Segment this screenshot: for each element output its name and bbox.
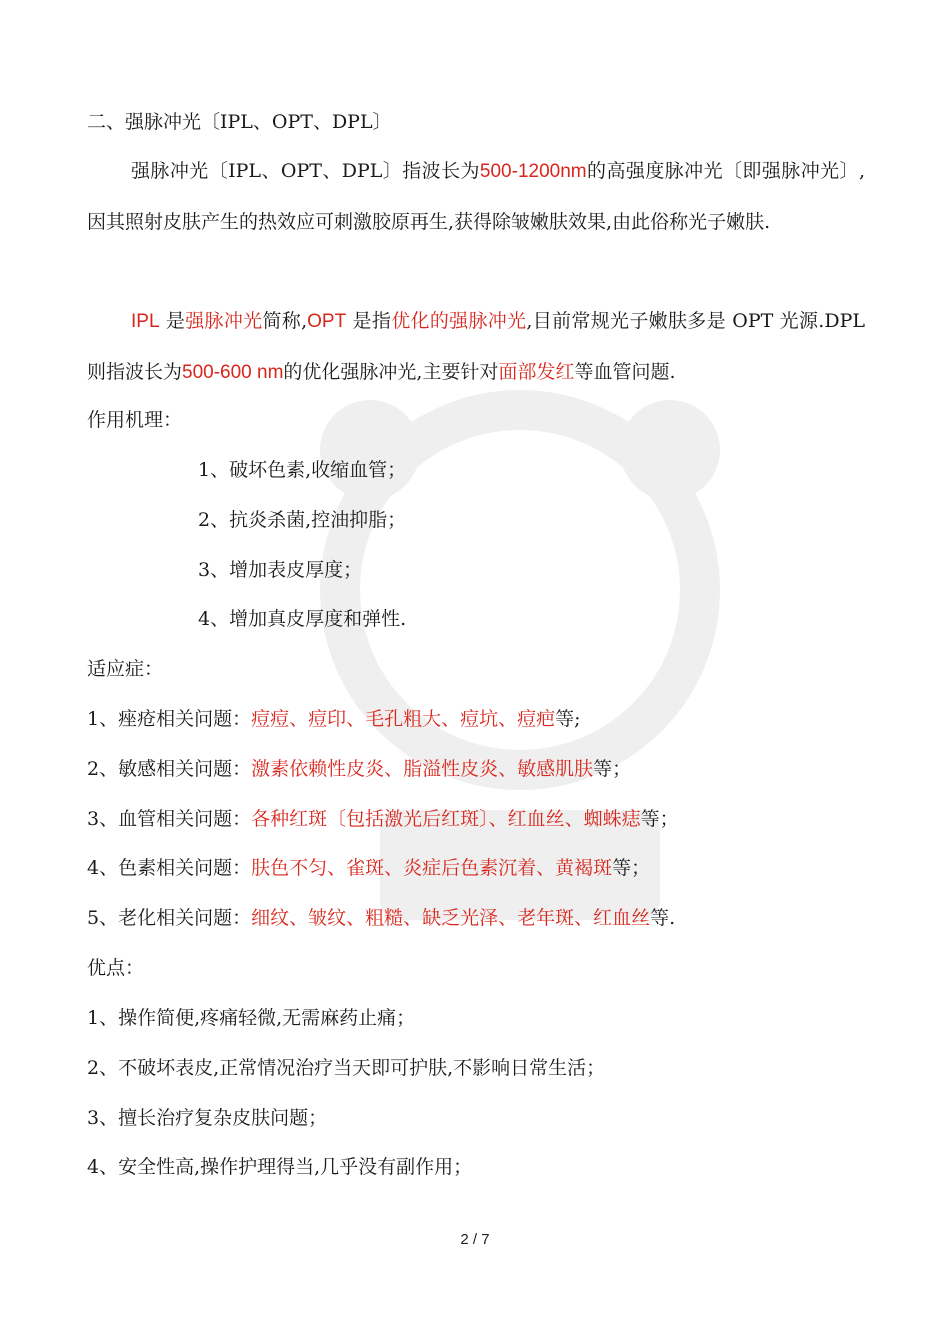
indication-item — [87, 754, 870, 784]
wavelength-range-highlight: 500-1200nm — [479, 161, 587, 182]
indication-prefix: 1、痤疮相关问题： — [87, 708, 252, 730]
mechanism-item: 3、增加表皮厚度； — [198, 559, 363, 581]
indication-item — [87, 903, 870, 933]
indication-suffix: 等； — [593, 758, 632, 780]
indication-item — [87, 704, 870, 734]
opt-highlight: OPT — [307, 311, 347, 332]
intro-p2-text-c: 是指 — [346, 310, 392, 332]
advantage-item: 2、不破坏表皮,正常情况治疗当天即可护肤,不影响日常生活； — [87, 1057, 606, 1079]
mechanism-item: 4、增加真皮厚度和弹性. — [198, 608, 407, 630]
indication-suffix: 等； — [612, 857, 651, 879]
indication-highlight: 肤色不匀、雀斑、炎症后色素沉着、黄褐斑 — [251, 857, 613, 879]
dpl-wavelength-highlight: 500-600 nm — [182, 362, 284, 383]
indication-suffix: 等. — [650, 907, 676, 929]
intro-paragraph-1 — [87, 146, 865, 247]
target-highlight: 面部发红 — [498, 361, 575, 383]
section-heading: 二、强脉冲光〔IPL、OPT、DPL〕 — [87, 111, 392, 133]
intro-p2-text-e: 的优化强脉冲光,主要针对 — [283, 361, 499, 383]
advantage-item: 1、操作简便,疼痛轻微,无需麻药止痛； — [87, 1007, 416, 1029]
ipl-full-highlight: 强脉冲光 — [185, 310, 263, 332]
indication-item — [87, 804, 870, 834]
indication-suffix: 等； — [640, 808, 679, 830]
indication-highlight: 细纹、皱纹、粗糙、缺乏光泽、老年斑、红血丝 — [251, 907, 651, 929]
indication-highlight: 痘痘、痘印、毛孔粗大、痘坑、痘疤 — [251, 708, 556, 730]
advantage-item: 3、擅长治疗复杂皮肤问题； — [87, 1107, 328, 1129]
advantages-title: 优点： — [87, 957, 145, 979]
indication-item — [87, 853, 870, 883]
mechanism-title: 作用机理： — [87, 409, 183, 431]
advantage-item: 4、安全性高,操作护理得当,几乎没有副作用； — [87, 1156, 473, 1178]
indication-prefix: 4、色素相关问题： — [87, 857, 252, 879]
intro-paragraph-2 — [87, 296, 865, 398]
indication-suffix: 等; — [555, 708, 581, 730]
indication-highlight: 各种红斑〔包括激光后红斑〕、红血丝、蜘蛛痣 — [251, 808, 641, 830]
intro-p2-text-f: 等血管问题. — [574, 361, 676, 383]
indication-prefix: 5、老化相关问题： — [87, 907, 252, 929]
indication-prefix: 2、敏感相关问题： — [87, 758, 252, 780]
intro-p1-text-a: 强脉冲光〔IPL、OPT、DPL〕指波长为 — [131, 160, 480, 182]
page-number: 2 / 7 — [460, 1231, 490, 1248]
indications-title: 适应症： — [87, 658, 164, 680]
indication-prefix: 3、血管相关问题： — [87, 808, 252, 830]
intro-p2-text-b: 简称, — [262, 310, 308, 332]
mechanism-item: 2、抗炎杀菌,控油抑脂； — [198, 509, 407, 531]
intro-p2-text-d: ,目前常规光子嫩肤多是 OPT 光源.DPL 则指波长为 — [87, 310, 865, 383]
intro-p1-text-b: 的高强度脉冲光〔即强脉冲光〕,因其照射皮肤产生的热效应可刺激胶原再生,获得除皱嫩肤效果,由此俗称光子嫩肤. — [87, 160, 866, 233]
indication-highlight: 激素依赖性皮炎、脂溢性皮炎、敏感肌肤 — [251, 758, 594, 780]
intro-p2-text-a: 是 — [159, 310, 186, 332]
mechanism-item: 1、破坏色素,收缩血管； — [198, 459, 407, 481]
ipl-highlight: IPL — [131, 311, 160, 332]
opt-full-highlight: 优化的强脉冲光 — [391, 310, 527, 332]
